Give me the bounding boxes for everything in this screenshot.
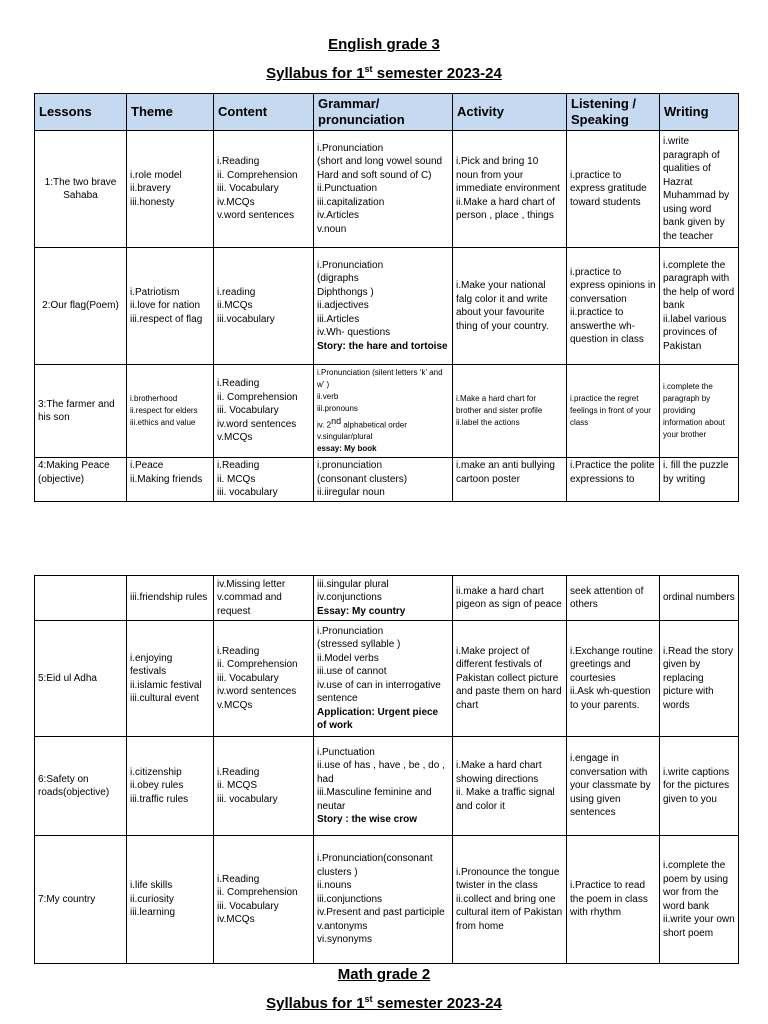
list-item: iii.respect of flag [130,313,203,325]
list-item: iii.capitalization [317,196,385,208]
list-item: ii. MCQs [217,473,256,485]
table-row [35,131,739,248]
list-item: iii.pronouns [317,403,358,413]
application-title: Application: Urgent piece of work [317,706,439,731]
list-item: (consonant clusters) [317,473,408,485]
list-item: iii.friendship rules [130,592,208,604]
list-item: ii.adjectives [317,300,369,312]
list-item: v.word sentences [217,210,295,222]
list-item: ii.write your own short poem [663,914,735,939]
list-item: iv.conjunctions [317,592,382,604]
list-item: iii.cultural event [130,693,199,704]
list-item: i.Pick and bring 10 noun from your immediate environment [456,156,560,195]
list-item: i.Pronunciation [317,259,384,271]
list-item: ordinal numbers [663,592,735,604]
grammar-cell [314,131,453,248]
grammar-cell [314,737,453,836]
table-row [35,836,739,964]
document-subtitle [0,64,768,82]
list-item: iii.use of cannot [317,666,387,677]
list-item: iv.use of can in interrogative sentence [317,679,441,704]
ordinal-text: iv. 2 [317,420,332,430]
list-item: i.enjoying festivals [130,652,173,677]
listening-cell [567,131,660,248]
list-item: v.MCQs [217,699,253,711]
table-row [35,248,739,365]
header-writing: Writing [660,94,739,131]
lesson-cell: 6:Safety on roads(objective) [35,737,127,836]
list-item: i.Pronunciation (silent letters ‘k’ and w’ ) [317,367,443,389]
list-item: iv.MCQs [217,196,255,208]
header-listening: Listening / Speaking [567,94,660,131]
writing-cell [660,365,739,458]
activity-cell [453,131,567,248]
list-item: i.Make a hard chart for brother and sister profile [456,394,543,415]
list-item: ii.Make a hard chart of person , place , things [456,196,555,222]
listening-cell [567,737,660,836]
ordinal-sup: nd [331,415,342,426]
list-item: Diphthongs ) [317,286,374,298]
listening-cell [567,576,660,621]
listening-cell [567,248,660,365]
list-item: iii.traffic rules [130,793,189,805]
activity-cell [453,621,567,737]
list-item: iv.word sentences [217,418,297,430]
list-item: (short and long vowel sound [317,156,443,168]
writing-cell [660,737,739,836]
list-item: i.Make a hard chart showing directions [456,760,542,785]
list-item: v.noun [317,223,347,235]
list-item: ii.MCQs [217,300,253,312]
writing-cell [660,621,739,737]
content-cell [214,248,314,365]
list-item: ii.Ask wh-question to your parents. [570,686,651,711]
list-item: v.singular/plural [317,432,373,442]
list-item: ii.Model verbs [317,652,379,664]
list-item: iii.learning [130,907,176,919]
list-item: vi.synonyms [317,934,373,946]
content-cell [214,836,314,964]
list-item: iii.vocabulary [217,313,275,325]
list-item: v.MCQs [217,432,253,444]
list-item: iii. Vocabulary [217,183,279,195]
lesson-cell: 4:Making Peace (objective) [35,458,127,502]
table-row [35,576,739,621]
list-item: iii. Vocabulary [217,405,279,417]
header-grammar: Grammar/ pronunciation [314,94,453,131]
document-title: English grade 3 [328,36,440,53]
list-item: ii.label the actions [456,418,520,427]
content-cell [214,365,314,458]
grammar-cell [314,365,453,458]
content-cell [214,621,314,737]
list-item: iii. vocabulary [217,487,278,498]
math-subtitle [0,994,768,1012]
list-item: i.reading [217,286,256,298]
list-item: iv.word sentences [217,686,297,698]
list-item: i.complete the paragraph by providing information about your brother [663,382,725,439]
table-row [35,365,739,458]
list-item: iii. Vocabulary [217,672,279,684]
syllabus-table-part1 [34,93,739,502]
list-item: ii.use of has , have , be , do , had [317,760,445,785]
activity-cell [453,836,567,964]
list-item: iii.conjunctions [317,893,383,905]
list-item: i.Reading [217,460,260,471]
list-item [317,415,449,432]
list-item: Hard and soft sound of C) [317,169,432,181]
list-item: iii.Articles [317,313,360,325]
list-item: iii.ethics and value [130,418,196,427]
list-item: i.Patriotism [130,286,180,298]
list-item: i.practice to express opinions in conversation [570,266,656,305]
list-item: (stressed syllable ) [317,639,401,650]
lesson-cell: 2:Our flag(Poem) [35,248,127,365]
lesson-cell: 1:The two brave Sahaba [35,131,127,248]
theme-cell [127,458,214,502]
list-item: i.Reading [217,873,260,885]
list-item: i.Practice to read the poem in class with rhythm [570,880,648,919]
list-item: i.Make project of different festivals of Pakistan collect picture and paste them on hard chart [456,645,562,711]
grammar-cell [314,248,453,365]
list-item: iv.Wh- questions [317,327,391,339]
writing-cell [660,458,739,502]
list-item: i.practice the regret feelings in front of your class [570,394,651,427]
grammar-cell [314,621,453,737]
theme-cell [127,576,214,621]
subtitle-text-end: semester 2023-24 [372,65,502,82]
list-item: ii.nouns [317,880,352,892]
list-item: ii.curiosity [130,893,174,905]
list-item: (digraphs [317,273,359,285]
list-item: iv.MCQs [217,914,255,925]
list-item: ii.obey rules [130,780,184,792]
essay-title: Essay: My country [317,605,406,617]
theme-cell [127,248,214,365]
list-item: i.Practice the polite expressions to [570,460,655,485]
list-item: i.Peace [130,460,164,471]
list-item: i.Make your national falg color it and write about your favourite thing of your country. [456,280,549,332]
list-item: i.engage in conversation with your classmate by using given sentences [570,753,651,819]
subtitle-sup: st [364,64,373,74]
content-cell [214,576,314,621]
listening-cell [567,621,660,737]
list-item: i.write paragraph of qualities of Hazrat Muhammad by using word bank given by the teacher [663,136,730,242]
theme-cell [127,836,214,964]
syllabus-table-part2 [34,575,739,964]
lesson-cell: 7:My country [35,836,127,964]
list-item: i.practice to express gratitude toward students [570,169,647,208]
list-item: i.life skills [130,880,173,892]
essay-title: essay: My book [317,444,377,454]
math-subtitle-sup: st [364,994,373,1004]
content-cell [214,131,314,248]
header-theme: Theme [127,94,214,131]
activity-cell [453,248,567,365]
list-item: ii.iiregular noun [317,487,385,498]
list-item: i.Read the story given by replacing picture with words [663,645,734,711]
list-item: i.complete the poem by using wor from the word bank [663,860,729,912]
header-lessons: Lessons [35,94,127,131]
list-item: iii.singular plural [317,578,389,590]
list-item: iii.honesty [130,196,175,208]
list-item: i.Pronunciation [317,142,384,154]
table-row [35,621,739,737]
list-item: iv.Missing letter [217,578,286,590]
content-cell [214,737,314,836]
writing-cell [660,248,739,365]
list-item: i.Reading [217,645,260,657]
header-content: Content [214,94,314,131]
theme-cell [127,365,214,458]
listening-cell [567,836,660,964]
list-item: ii.love for nation [130,300,201,312]
list-item: ii.Punctuation [317,183,378,195]
list-item: ii.Making friends [130,473,203,485]
table-row [35,737,739,836]
list-item: ii.label various provinces of Pakistan [663,313,727,352]
list-item: ii.respect for elders [130,406,198,415]
list-item: iv.Articles [317,210,360,222]
list-item: i.Exchange routine greetings and courtesies [570,645,653,684]
lesson-cell: 5:Eid ul Adha [35,621,127,737]
list-item: v.commad and request [217,592,282,617]
math-subtitle-text: Syllabus for 1 [266,995,365,1012]
list-item: ii. Comprehension [217,169,298,181]
content-cell [214,458,314,502]
list-item: ii.make a hard chart pigeon as sign of peace [456,585,562,610]
list-item: i.Reading [217,156,260,168]
list-item: ii.collect and bring one cultural item of Pakistan from home [456,893,563,932]
list-item: v.antonyms [317,920,368,932]
story-title: Story : the wise crow [317,814,418,825]
activity-cell [453,576,567,621]
list-item: ii.bravery [130,183,171,195]
list-item: i.complete the paragraph with the help of word bank [663,259,735,312]
activity-cell [453,458,567,502]
list-item: i.Reading [217,378,260,390]
list-item: i.brotherhood [130,394,178,403]
list-item: ii.practice to answerthe wh-question in class [570,307,644,345]
writing-cell [660,576,739,621]
list-item: i.Pronunciation(consonant clusters ) [317,853,433,878]
writing-cell [660,131,739,248]
list-item: iv.Present and past participle [317,907,445,919]
writing-cell [660,836,739,964]
math-subtitle-text-end: semester 2023-24 [372,995,502,1012]
theme-cell [127,737,214,836]
listening-cell [567,458,660,502]
header-activity: Activity [453,94,567,131]
list-item: ii. Comprehension [217,391,298,403]
list-item: i. fill the puzzle by writing [663,460,729,485]
list-item: ii. MCQS [217,780,257,792]
list-item: i.make an anti bullying cartoon poster [456,460,555,485]
grammar-cell [314,576,453,621]
list-item: ii. Make a traffic signal and color it [456,787,555,812]
theme-cell [127,621,214,737]
list-item: i.write captions for the pictures given to you [663,766,730,805]
header-row [35,94,739,131]
list-item: iii. Vocabulary [217,900,279,912]
list-item: i.citizenship [130,766,182,778]
list-item: iii.Masculine feminine and neutar [317,787,432,812]
listening-cell [567,365,660,458]
lesson-cell: 3:The farmer and his son [35,365,127,458]
list-item: seek attention of others [570,585,644,610]
list-item: ii.islamic festival [130,679,202,691]
story-title: Story: the hare and tortoise [317,340,448,352]
lesson-cell [35,576,127,621]
activity-cell [453,365,567,458]
list-item: ii. Comprehension [217,887,298,898]
list-item: i.Punctuation [317,746,375,758]
ordinal-text-end: alphabetical order [341,420,407,430]
table-row [35,458,739,502]
subtitle-text: Syllabus for 1 [266,65,365,82]
list-item: iii. vocabulary [217,793,278,805]
math-title: Math grade 2 [337,966,431,983]
list-item: i.role model [130,169,182,181]
list-item: i.pronunciation [317,460,383,471]
list-item: ii. Comprehension [217,659,298,671]
list-item: i.Pronounce the tongue twister in the class [456,866,560,892]
list-item: i.Reading [217,766,260,778]
grammar-cell [314,836,453,964]
list-item: ii.verb [317,391,339,401]
grammar-cell [314,458,453,502]
list-item: i.Pronunciation [317,625,384,637]
theme-cell [127,131,214,248]
activity-cell [453,737,567,836]
